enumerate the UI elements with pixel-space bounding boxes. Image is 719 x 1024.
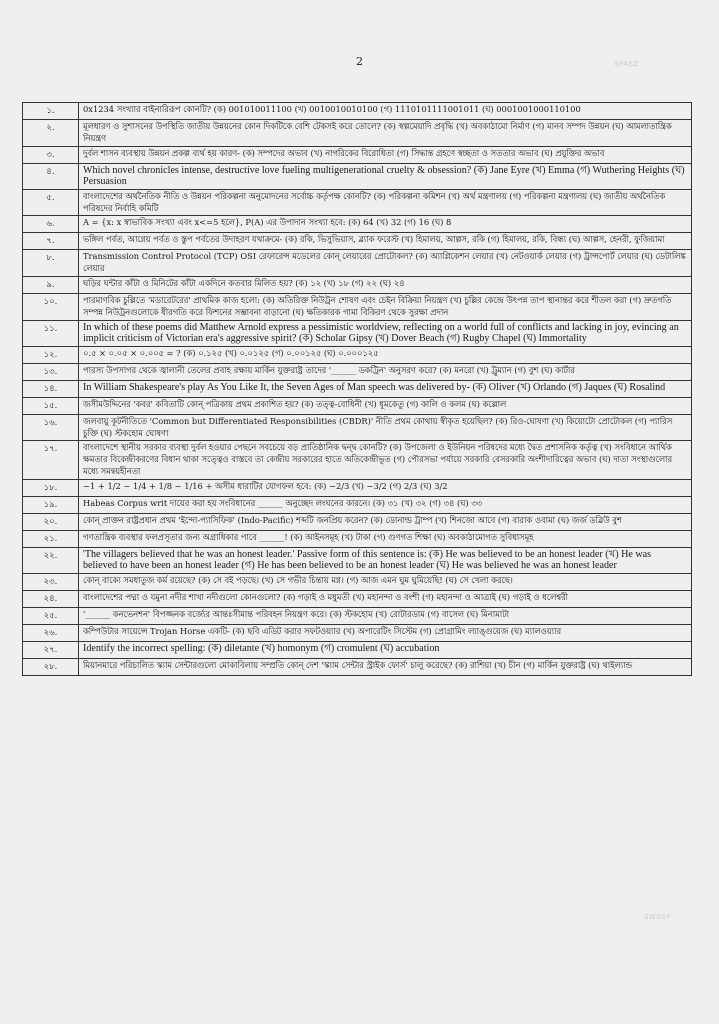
- question-text: গণতান্ত্রিক ব্যবস্থার ফলপ্রসূতার জন্য অগ্রাধিকার পাবে ______! (ক) আইনসমূহ (খ) টাকা (গ) গুণগত শিক্ষা (ঘ) অবকাঠামোগত সুবিধাসমূহ: [79, 530, 692, 547]
- question-row: [23, 276, 692, 293]
- question-text: বাংলাদেশের পদ্মা ও যমুনা নদীর শাখা নদীগুলো কোনগুলো? (ক) গড়াই ও মধুমতী (খ) মহানন্দা ও বংশী (গ) মহানন্দা ও আত্রাই (ঘ) গড়াই ও ধলেশ্বরী: [79, 590, 692, 607]
- question-row: [23, 530, 692, 547]
- question-row: [23, 513, 692, 530]
- question-text: Identify the incorrect spelling: (ক) diletante (খ) homonym (গ) cromulent (ঘ) accubation: [79, 641, 692, 658]
- question-text: মিয়ানমারে পরিচালিত স্ক্যাম সেন্টারগুলো মোকাবিলায় সম্প্রতি কোন্ দেশ 'স্ক্যাম সেন্টার স্ট্রাইক ফোর্স' চালু করেছে? (ক) রাশিয়া (খ) চীন (গ) মার্কিন যুক্তরাষ্ট্র (ঘ) থাইল্যান্ড: [79, 658, 692, 675]
- question-number: ৬.: [23, 216, 79, 233]
- question-row: [23, 189, 692, 216]
- question-text: A = {x: x স্বাভাবিক সংখ্যা এবং x<=5 হলে}, P(A) এর উপাদান সংখ্যা হবে: (ক) 64 (খ) 32 (গ) 16 (ঘ) 8: [79, 216, 692, 233]
- question-text: মূলধারণ ও সুশাসনের উপস্থিতি জাতীয় উন্নয়নের কোন দিকটিকে বেশি টেকসই করে তোলে? (ক) স্বল্পমেয়াদি প্রবৃদ্ধি (খ) অবকাঠামো নির্মাণ (গ) মানব সম্পদ উন্নয়ন (ঘ) আমলাতান্ত্রিক নিয়ন্ত্রণ: [79, 120, 692, 147]
- question-row: [23, 163, 692, 189]
- question-row: [23, 146, 692, 163]
- question-row: [23, 363, 692, 380]
- question-row: [23, 414, 692, 441]
- question-number: ২২.: [23, 547, 79, 573]
- question-text: দুর্বল শাসন ব্যবস্থায় উন্নয়ন প্রকল্প ব্যর্থ হয় কারণ- (ক) সম্পদের অভাব (খ) নাগরিকের বিরোধিতা (গ) সিদ্ধান্ত গ্রহণে স্বচ্ছতা ও সততার অভাব (ঘ) প্রযুক্তির অভাব: [79, 146, 692, 163]
- question-number: ৮.: [23, 250, 79, 277]
- question-text: ভঙ্গিল পর্বত, আগ্নেয় পর্বত ও স্তুপ পর্বতের উদাহরণ যথাক্রমে- (ক) রকি, ভিসুভিয়াস, ব্ল্যাক ফরেস্ট (খ) হিমালয়, আল্পস, রকি (গ) হিমালয়, রকি, বিন্ধ্য (ঘ) আল্পস, হেনরী, ফুজিয়ামা: [79, 233, 692, 250]
- question-number: ১৮.: [23, 479, 79, 496]
- question-text: Transmission Control Protocol (TCP) OSI রেফারেন্স মডেলের কোন্ লেয়ারের প্রোটোকল? (ক) অ্যাপ্লিকেশন লেয়ার (খ) নেটওয়ার্ক লেয়ার (গ) ট্রান্সপোর্ট লেয়ার (ঘ) ডেটালিঙ্ক লেয়ার: [79, 250, 692, 277]
- question-text: বাংলাদেশে স্থানীয় সরকার ব্যবস্থা দুর্বল হওয়ার পেছনে সবচেয়ে বড় প্রাতিষ্ঠানিক দ্বন্দ্ব কোনটি? (ক) উপজেলা ও ইউনিয়ন পরিষদের মধ্যে দ্বৈত প্রশাসনিক কর্তৃত্ব (খ) সংবিধানে আর্থিক ক্ষমতার বিকেন্দ্রীকরণের বিধান থাকা সত্ত্বেও বাস্তবে তা কেন্দ্রীয় সরকারের হাতে অতিকেন্দ্রীভূত (গ) পৌরসভা পর্যায়ে সরকারি বেসরকারি অংশীদারিত্বের অভাব (ঘ) দাতা সংস্থাগুলোর মধ্যে সমন্বয়হীনতা: [79, 441, 692, 479]
- question-number: ২৬.: [23, 624, 79, 641]
- question-number: ২৪.: [23, 590, 79, 607]
- question-row: [23, 293, 692, 320]
- question-number: ১৩.: [23, 363, 79, 380]
- scanner-mark-bottom: SWSSY: [644, 913, 672, 921]
- question-row: [23, 573, 692, 590]
- question-row: [23, 441, 692, 479]
- question-text: Habeas Corpus writ দায়ের করা হয় সংবিধানের ______ অনুচ্ছেদ লংঘনের কারনে। (ক) ৩১ (খ) ৩২ (গ) ৩৪ (ঘ) ৩৩: [79, 496, 692, 513]
- question-text: পারমাণবিক চুল্লিতে 'মডারেটরের' প্রাথমিক কাজ হলো: (ক) অতিরিক্ত নিউট্রন শোষণ এবং চেইন বিক্রিয়া নিয়ন্ত্রণ (খ) চুল্লির কেন্দ্রে উৎপন্ন তাপ স্থানান্তর করে শীতল করা (গ) দ্রুতগতি সম্পন্ন নিউট্রনগুলোকে ধীরগতি করে ফিশনের সম্ভাবনা বাড়ানো (ঘ) ক্ষতিকারক গামা বিকিরণ থেকে সুরক্ষা প্রদান: [79, 293, 692, 320]
- question-number: ১৯.: [23, 496, 79, 513]
- question-number: ২৮.: [23, 658, 79, 675]
- question-number: ২১.: [23, 530, 79, 547]
- question-number: ৫.: [23, 189, 79, 216]
- question-text: ০.৫ × ০.০৫ × ০.০০৫ = ? (ক) ০.১২৫ (খ) ০.০১২৫ (গ) ০.০০১২৫ (ঘ) ০.০০০১২৫: [79, 346, 692, 363]
- question-number: ১৬.: [23, 414, 79, 441]
- question-number: ১৫.: [23, 397, 79, 414]
- question-number: ১৪.: [23, 380, 79, 397]
- question-row: [23, 233, 692, 250]
- page-number: 2: [356, 55, 363, 68]
- question-row: [23, 624, 692, 641]
- question-text: বাংলাদেশের অর্থনৈতিক নীতি ও উন্নয়ন পরিকল্পনা অনুমোদনের সর্বোচ্চ কর্তৃপক্ষ কোনটি? (ক) পরিকল্পনা কমিশন (খ) অর্থ মন্ত্রণালয় (গ) পরিকল্পনা মন্ত্রণালয় (ঘ) জাতীয় অর্থনৈতিক পরিষদের নির্বাহি কমিটি: [79, 189, 692, 216]
- question-row: [23, 397, 692, 414]
- question-number: ৭.: [23, 233, 79, 250]
- question-row: [23, 479, 692, 496]
- question-number: ২৫.: [23, 607, 79, 624]
- question-number: ১.: [23, 103, 79, 120]
- question-text: কোন্ বাক্যে সমধাতুজ কর্ম রয়েছে? (ক) সে বই পড়ছে। (খ) সে গভীর চিন্তায় মগ্ন। (গ) আজ এমন ঘুম ঘুমিয়েছি! (ঘ) সে খেলা করছে।: [79, 573, 692, 590]
- question-row: [23, 547, 692, 573]
- question-number: ২০.: [23, 513, 79, 530]
- question-number: ১০.: [23, 293, 79, 320]
- question-number: ৪.: [23, 163, 79, 189]
- question-row: [23, 380, 692, 397]
- question-text: 'The villagers believed that he was an honest leader.' Passive form of this sentence is: (ক) He was believed to be an honest leader (খ) He was believed to have been an honest leader (গ) He has been believed to be an honest leader (ঘ) He was believed he was an honest leader: [79, 547, 692, 573]
- question-row: [23, 590, 692, 607]
- question-row: [23, 658, 692, 675]
- question-table: [22, 102, 692, 676]
- question-text: Which novel chronicles intense, destructive love fueling multigenerational cruelty & obsession? (ক) Jane Eyre (খ) Emma (গ) Wuthering Heights (ঘ) Persuasion: [79, 163, 692, 189]
- question-row: [23, 320, 692, 346]
- question-row: [23, 216, 692, 233]
- question-number: ২.: [23, 120, 79, 147]
- scanner-mark-top: SPASZ: [614, 60, 639, 68]
- question-row: [23, 103, 692, 120]
- question-number: ১২.: [23, 346, 79, 363]
- question-text: ঘড়ির ঘন্টার কাঁটা ও মিনিটের কাঁটা একদিনে কতবার মিলিত হয়? (ক) ১২ (খ) ১৮ (গ) ২২ (ঘ) ২৪: [79, 276, 692, 293]
- question-row: [23, 120, 692, 147]
- question-text: জলবায়ু কূটনীতিতে 'Common but Differentiated Responsibilities (CBDR)' নীতি প্রথম কোথায় স্বীকৃত হয়েছিল? (ক) রিও-ঘোষণা (খ) কিয়োটো প্রোটোকল (গ) প্যারিস চুক্তি (ঘ) স্টকহোম ঘোষণা: [79, 414, 692, 441]
- question-text: In which of these poems did Matthew Arnold express a pessimistic worldview, reflecting on a world full of conflicts and lacking in joy, evincing an implicit criticism of Victorian era's aggressive spirit? (ক) Scholar Gipsy (খ) Dover Beach (গ) Rugby Chapel (ঘ) Immortality: [79, 320, 692, 346]
- question-number: ১১.: [23, 320, 79, 346]
- question-text: কোন্ প্রাক্তন রাষ্ট্রপ্রধান প্রথম 'ইন্দো-প্যাসিফিক' (Indo-Pacific) শব্দটি জনপ্রিয় করেন? (ক) ডোনাল্ড ট্রাম্প (খ) শিনজো আবে (গ) বারাক ওবামা (ঘ) জর্জ ডব্লিউ বুশ: [79, 513, 692, 530]
- question-text: কম্পিউটার সায়েন্সে Trojan Horse একটি- (ক) ছবি এডিট করার সফটওয়্যার (খ) অপারেটিং সিস্টেম (গ) প্রোগ্রামিং ল্যাঙ্গুয়েজ (ঘ) ম্যালওয়্যার: [79, 624, 692, 641]
- question-number: ৩.: [23, 146, 79, 163]
- question-row: [23, 250, 692, 277]
- question-row: [23, 346, 692, 363]
- question-text: জসীমউদ্দিনের 'কবর' কবিতাটি কোন্ পত্রিকায় প্রথম প্রকাশিত হয়? (ক) তত্ত্ব-বোধিনী (খ) ধূমকেতু (গ) কালি ও কলম (ঘ) কল্লোল: [79, 397, 692, 414]
- question-row: [23, 496, 692, 513]
- question-text: পারস্য উপসাগর থেকে জ্বালানী তেলের প্রবাহ রক্ষায় মার্কিন যুক্তরাষ্ট্র তাদের '______ ডকট্রিন' অনুসরণ করে? (ক) মনরো (খ) ট্রুম্যান (গ) বুশ (ঘ) কার্টার: [79, 363, 692, 380]
- question-number: ২৩.: [23, 573, 79, 590]
- question-row: [23, 641, 692, 658]
- question-number: ১৭.: [23, 441, 79, 479]
- question-row: [23, 607, 692, 624]
- question-text: In William Shakespeare's play As You Like It, the Seven Ages of Man speech was delivered by- (ক) Oliver (খ) Orlando (গ) Jaques (ঘ) Rosalind: [79, 380, 692, 397]
- question-number: ২৭.: [23, 641, 79, 658]
- question-text: −1 + 1/2 − 1/4 + 1/8 − 1/16 + অসীম ধারাটির যোগফল হবে: (ক) −2/3 (খ) −3/2 (গ) 2/3 (ঘ) 3/2: [79, 479, 692, 496]
- question-text: '______ কনভেনশন' বিপজ্জনক বর্জ্যের আন্তঃসীমান্ত পরিবহন নিয়ন্ত্রণ করে। (ক) স্টকহোম (খ) রোটারডাম (গ) বাসেল (ঘ) মিনামাটা: [79, 607, 692, 624]
- question-number: ৯.: [23, 276, 79, 293]
- question-text: 0x1234 সংখ্যার বাইনারিরূপ কোনটি? (ক) 001010011100 (খ) 0010010010100 (গ) 1110101111001011 (ঘ) 000100100011010​0: [79, 103, 692, 120]
